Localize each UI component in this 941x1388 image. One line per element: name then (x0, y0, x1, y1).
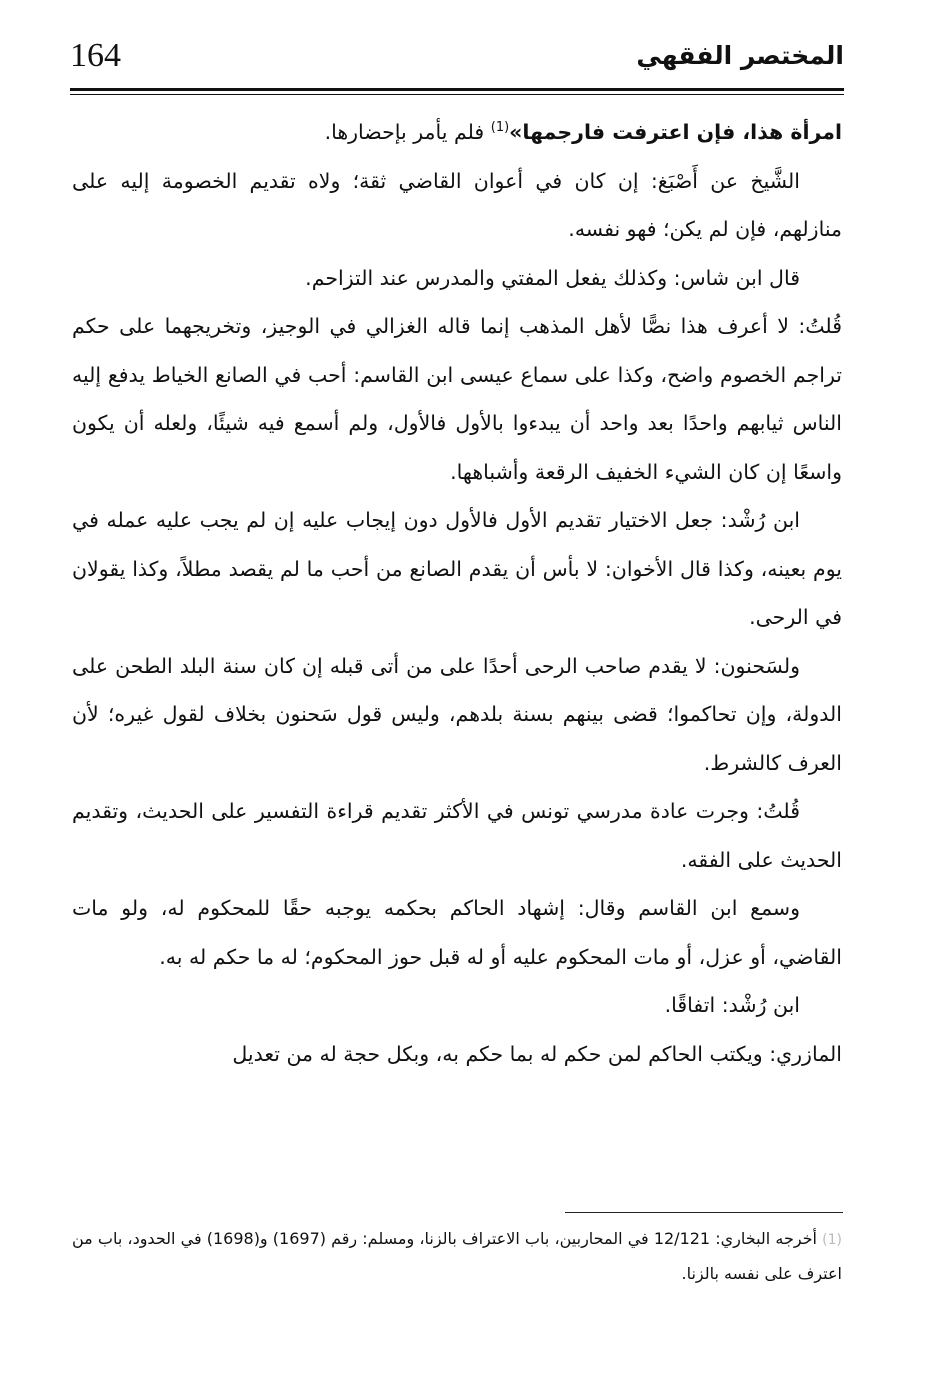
page-header (70, 34, 844, 90)
paragraph-10: المازري: ويكتب الحاكم لمن حكم له بما حكم به، وبكل حجة له من تعديل (232, 1041, 842, 1066)
footnote-paragraph (72, 1222, 842, 1291)
paragraph-9: ابن رُشْد: اتفاقًا. (664, 993, 800, 1017)
paragraph-1 (72, 108, 842, 157)
paragraph-1-rest: فلم يأمر بإحضارها. (324, 120, 491, 144)
header-rule (70, 88, 844, 91)
main-text (72, 108, 842, 1078)
hadith-quote: امرأة هذا، فإن اعترفت فارجمها» (509, 120, 842, 144)
page-number: 164 (70, 37, 121, 74)
header-rule-thin (70, 94, 844, 95)
paragraph-4: قُلتُ: لا أعرف هذا نصًّا لأهل المذهب إنما قاله الغزالي في الوجيز، وتخريجهما على حكم تراجم الخصوم واضح، وكذا على سماع عيسى ابن القاسم: أحب في الصانع الخياط يدفع إليه الناس ثيابهم واحدًا بعد واحد أن يبدءوا بالأول فالأول، ولم أسمع فيه شيئًا، ولعله أن يكون واسعًا إن كان الشيء الخفيف الرقعة وأشباهها. (72, 314, 842, 484)
footnote-text: أخرجه البخاري: 12/121 في المحاربين، باب الاعتراف بالزنا، ومسلم: رقم (1697) و(1698) في الحدود، باب من اعترف على نفسه بالزنا. (72, 1229, 842, 1283)
footnote-separator (565, 1212, 843, 1213)
paragraph-3: قال ابن شاس: وكذلك يفعل المفتي والمدرس عند التزاحم. (305, 265, 800, 290)
footnote-reference: (1) (490, 120, 510, 136)
paragraph-5: ابن رُشْد: جعل الاختيار تقديم الأول فالأول دون إيجاب عليه إن لم يجب عليه عمله في يوم بعينه، وكذا قال الأخوان: لا بأس أن يقدم الصانع من أحب ما لم يقصد مطلاً، وكذا يقولان في الرحى. (72, 508, 842, 629)
footnote-number: (1) (822, 1232, 842, 1248)
paragraph-6: ولسَحنون: لا يقدم صاحب الرحى أحدًا على من أتى قبله إن كان سنة البلد الطحن على الدولة، وإن تحاكموا؛ قضى بينهم بسنة بلدهم، وليس قول سَحنون بخلاف لقول غيره؛ لأن العرف كالشرط. (72, 653, 842, 775)
book-title: المختصر الفقهي (636, 41, 844, 70)
paragraph-7: قُلتُ: وجرت عادة مدرسي تونس في الأكثر تقديم قراءة التفسير على الحديث، وتقديم الحديث على الفقه. (72, 799, 842, 872)
paragraph-2: الشَّيخ عن أَصْبَغ: إن كان في أعوان القاضي ثقة؛ ولاه تقديم الخصومة إليه على منازلهم، فإن لم يكن؛ فهو نفسه. (72, 168, 842, 241)
footnote (72, 1222, 842, 1291)
paragraph-8: وسمع ابن القاسم وقال: إشهاد الحاكم بحكمه يوجبه حقًا للمحكوم له، ولو مات القاضي، أو عزل، أو مات المحكوم عليه أو له قبل حوز المحكوم؛ له ما حكم له به. (72, 896, 842, 969)
